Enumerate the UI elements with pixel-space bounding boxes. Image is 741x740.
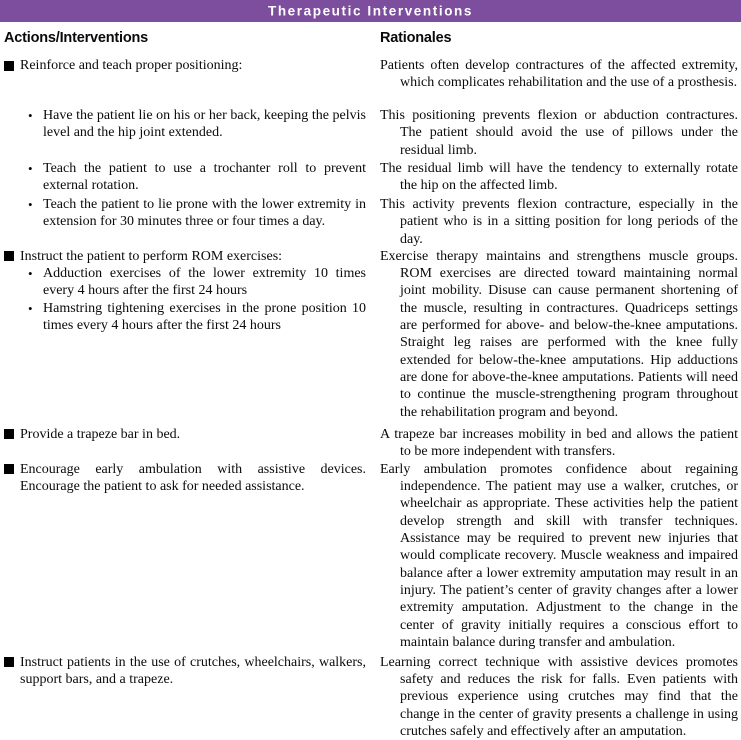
table-row xyxy=(0,426,741,461)
rationale-text: Exercise therapy maintains and strengthens muscle groups. ROM exercises are directed toward maintaining normal joint mobility. Disuse can cause permanent shortening of the muscle, resulting in contractures. Quadriceps settings are performed for above- and below-the-knee amputations. Straight leg raises are performed with the knee fully extended for below-the-knee amputations. Hip adductions are done for above-the-knee amputations. Patients will need to continue the muscle-strengthening program throughout the rehabilitation program and beyond. xyxy=(380,248,738,420)
action-item-text: Adduction exercises of the lower extremity 10 times every 4 hours after the first 24 hours xyxy=(43,266,366,299)
square-bullet-icon xyxy=(4,61,14,71)
action-subitem xyxy=(28,160,366,195)
table-row xyxy=(0,160,741,196)
table-title-bar xyxy=(0,0,741,22)
actions-cell xyxy=(0,248,380,426)
action-item xyxy=(4,426,366,443)
table-row xyxy=(0,461,741,654)
dot-bullet-icon: • xyxy=(28,197,33,212)
rationale-text: This activity prevents flexion contracture, especially in the patient who is in a sitting position for long periods of the day. xyxy=(380,197,738,247)
dot-bullet-icon: • xyxy=(28,161,33,176)
actions-cell xyxy=(0,654,380,740)
actions-cell xyxy=(0,461,380,654)
rationale-text: Early ambulation promotes confidence about regaining independence. The patient may use a walker, crutches, or wheelchair as appropriate. These activities help the patient develop strength and skill with transfer techniques. Assistance may be required to prevent new injuries that would complicate recovery. Muscle weakness and impaired balance after a lower extremity amputation may result in an injury. The patient’s center of gravity changes after a lower extremity amputation. Adjustment to the change in the center of gravity initially requires a conscious effort to maintain balance during transfer and ambulation. xyxy=(380,461,738,650)
square-bullet-icon xyxy=(4,429,14,439)
column-header-actions: Actions/Interventions xyxy=(4,30,149,46)
table-title: Therapeutic Interventions xyxy=(267,3,474,18)
action-item-text: Teach the patient to lie prone with the lower extremity in extension for 30 minutes three or four times a day. xyxy=(43,197,366,230)
action-item-text: Instruct the patient to perform ROM exercises: xyxy=(20,248,283,264)
table-row xyxy=(0,248,741,426)
action-item-text: Encourage early ambulation with assistive devices. Encourage the patient to ask for needed assistance. xyxy=(20,461,366,495)
table-row xyxy=(0,654,741,740)
rationale-cell xyxy=(380,57,741,107)
square-bullet-icon xyxy=(4,464,14,474)
dot-bullet-icon: • xyxy=(28,300,33,316)
rationale-text: Learning correct technique with assistive devices promotes safety and reduces the risk for falls. Even patients with previous experience using crutches may find that the change in the center of gravity presents a challenge in using crutches safely and effectively after an amputation. xyxy=(380,654,738,740)
action-subitem xyxy=(28,107,366,142)
action-item-text: Provide a trapeze bar in bed. xyxy=(20,426,181,442)
rationale-cell xyxy=(380,160,741,196)
action-item-text: Teach the patient to use a trochanter roll to prevent external rotation. xyxy=(43,161,366,194)
rationale-cell xyxy=(380,196,741,248)
action-item xyxy=(4,654,366,689)
action-subitem xyxy=(28,265,366,300)
dot-bullet-icon: • xyxy=(28,108,33,123)
square-bullet-icon xyxy=(4,251,14,261)
column-header-rationales: Rationales xyxy=(380,30,452,46)
rationale-cell xyxy=(380,654,741,740)
action-item-text: Instruct patients in the use of crutches, wheelchairs, walkers, support bars, and a trapeze. xyxy=(20,654,366,688)
actions-cell xyxy=(0,196,380,248)
rationale-text: Patients often develop contractures of the affected extremity, which complicates rehabilitation and the use of a prosthesis. xyxy=(380,58,738,91)
rationale-text: The residual limb will have the tendency to externally rotate the hip on the affected limb. xyxy=(380,161,738,194)
action-subitem xyxy=(28,196,366,231)
action-item-text: Hamstring tightening exercises in the prone position 10 times every 4 hours after the first 24 hours xyxy=(43,300,366,334)
actions-cell xyxy=(0,160,380,196)
rationale-cell xyxy=(380,426,741,461)
rationale-cell xyxy=(380,461,741,654)
action-item xyxy=(4,248,366,265)
column-header-row xyxy=(0,22,741,57)
rationale-text: This positioning prevents flexion or abduction contractures. The patient should avoid the use of pillows under the residual limb. xyxy=(380,108,738,158)
square-bullet-icon xyxy=(4,657,14,667)
table-body xyxy=(0,57,741,740)
dot-bullet-icon: • xyxy=(28,266,33,282)
rationale-cell xyxy=(380,107,741,160)
action-item xyxy=(4,461,366,496)
table-row xyxy=(0,107,741,160)
action-item-text: Reinforce and teach proper positioning: xyxy=(20,58,243,73)
action-item-text: Have the patient lie on his or her back, keeping the pelvis level and the hip joint extended. xyxy=(43,108,366,141)
actions-cell xyxy=(0,426,380,461)
action-subitem xyxy=(28,300,366,335)
table-row xyxy=(0,196,741,248)
rationale-text: A trapeze bar increases mobility in bed and allows the patient to be more independent with transfers. xyxy=(380,426,738,460)
actions-cell xyxy=(0,107,380,160)
table-row xyxy=(0,57,741,107)
action-item xyxy=(4,57,366,74)
rationale-cell xyxy=(380,248,741,426)
actions-cell xyxy=(0,57,380,107)
